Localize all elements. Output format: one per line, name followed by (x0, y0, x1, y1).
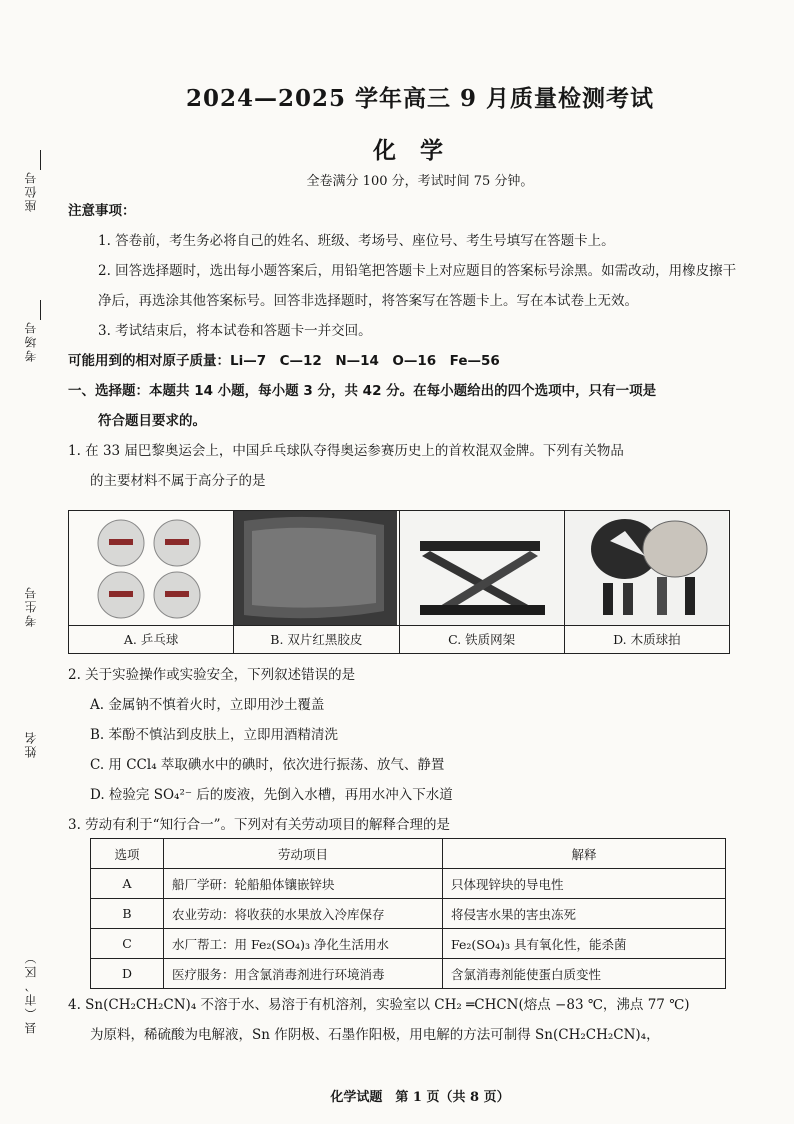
q1-option-b-label: B. 双片红黑胶皮 (270, 632, 363, 647)
room-field (22, 300, 52, 380)
notice-section (68, 196, 738, 496)
q2-option-d[interactable]: D. 检验完 SO₄²⁻ 后的废液，先倒入水槽，再用水冲入下水道 (90, 787, 453, 803)
q1-options-table (68, 510, 730, 654)
q1-option-c-label: C. 铁质网架 (448, 632, 516, 647)
q3-table-header (91, 839, 726, 869)
name-field (22, 720, 52, 780)
q3-header-explanation: 解释 (443, 839, 726, 869)
table-row[interactable] (91, 929, 726, 959)
notice-item-2: 2. 回答选择题时，选出每小题答案后，用铅笔把答题卡上对应题目的答案标号涂黑。如需改动，用橡皮擦干净后，再选涂其他答案标号。回答非选择题时，将答案写在答题卡上。写在本试卷上无效。 (98, 263, 737, 309)
q2-section (68, 660, 738, 840)
binding-margin (0, 0, 58, 1124)
q3-header-project: 劳动项目 (164, 839, 443, 869)
q3-row-c-project: 水厂帮工：用 Fe₂(SO₄)₃ 净化生活用水 (164, 929, 443, 959)
q3-row-c-option: C (91, 929, 164, 959)
q1-stem-cont: 的主要材料不属于高分子的是 (90, 473, 266, 489)
seat-line (40, 150, 41, 170)
room-label: 考场号 (24, 320, 38, 362)
county-field (22, 950, 52, 1050)
q4-line-1: 4. Sn(CH₂CH₂CN)₄ 不溶于水、易溶于有机溶剂，实验室以 CH₂ ═CHCN(熔点 −83 ℃，沸点 77 ℃) (68, 997, 690, 1013)
section1-heading-cont: 符合题目要求的。 (98, 413, 206, 429)
wooden-paddle-image (565, 511, 729, 626)
q3-row-a-project: 船厂学研：轮船船体镶嵌锌块 (164, 869, 443, 899)
exam-title: 2024—2025 学年高三 9 月质量检测考试 (185, 85, 655, 112)
q3-row-b-explanation: 将侵害水果的害虫冻死 (443, 899, 726, 929)
q3-row-d-option: D (91, 959, 164, 989)
q1-option-d[interactable] (565, 511, 729, 653)
iron-net-frame-image (400, 511, 564, 626)
q1-option-a-label: A. 乒乓球 (123, 632, 179, 647)
seat-field (22, 150, 52, 230)
q2-stem: 2. 关于实验操作或实验安全，下列叙述错误的是 (68, 667, 356, 683)
notice-item-1: 1. 答卷前，考生务必将自己的姓名、班级、考场号、座位号、考生号填写在答题卡上。 (98, 233, 615, 249)
seat-label: 座位号 (24, 170, 38, 212)
q3-row-a-explanation: 只体现锌块的导电性 (443, 869, 726, 899)
atomic-mass-line: 可能用到的相对原子质量：Li—7 C—12 N—14 O—16 Fe—56 (68, 353, 500, 369)
q3-table (90, 838, 726, 989)
table-row[interactable] (91, 869, 726, 899)
q3-row-b-project: 农业劳动：将收获的水果放入冷库保存 (164, 899, 443, 929)
q3-row-b-option: B (91, 899, 164, 929)
student-id-label: 考生号 (24, 585, 38, 627)
q3-row-a-option: A (91, 869, 164, 899)
table-row[interactable] (91, 899, 726, 929)
name-label: 姓名 (24, 730, 38, 758)
q3-row-c-explanation: Fe₂(SO₄)₃ 具有氧化性，能杀菌 (443, 929, 726, 959)
q3-stem: 3. 劳动有利于“知行合一”。下列对有关劳动项目的解释合理的是 (68, 817, 450, 833)
subject-title: 化学 (373, 137, 467, 164)
notice-item-3: 3. 考试结束后，将本试卷和答题卡一并交回。 (98, 323, 372, 339)
room-line (40, 300, 41, 320)
q2-option-c[interactable]: C. 用 CCl₄ 萃取碘水中的碘时，依次进行振荡、放气、静置 (90, 757, 445, 773)
q3-header-option: 选项 (91, 839, 164, 869)
rubber-sheet-image (234, 511, 398, 626)
q1-option-d-label: D. 木质球拍 (613, 632, 681, 647)
q1-option-b[interactable] (234, 511, 399, 653)
table-row[interactable] (91, 959, 726, 989)
q2-option-b[interactable]: B. 苯酚不慎沾到皮肤上，立即用酒精清洗 (90, 727, 339, 743)
section1-heading: 一、选择题：本题共 14 小题，每小题 3 分，共 42 分。在每小题给出的四个选项中，只有一项是 (68, 383, 657, 399)
q3-row-d-explanation: 含氯消毒剂能使蛋白质变性 (443, 959, 726, 989)
q1-option-c[interactable] (400, 511, 565, 653)
q3-row-d-project: 医疗服务：用含氯消毒剂进行环境消毒 (164, 959, 443, 989)
q4-section (68, 990, 738, 1050)
q1-stem: 1. 在 33 届巴黎奥运会上，中国乒乓球队夺得奥运参赛历史上的首枚混双金牌。下列有关物品 (68, 443, 624, 459)
q4-line-2: 为原料，稀硫酸为电解液，Sn 作阴极、石墨作阳极，用电解的方法可制得 Sn(CH₂CH₂CN)₄， (90, 1027, 660, 1043)
student-id-field (22, 565, 52, 645)
exam-info: 全卷满分 100 分，考试时间 75 分钟。 (306, 174, 534, 189)
page-footer: 化学试题 第 1 页（共 8 页） (330, 1090, 510, 1105)
county-label: 县（市、区） (24, 950, 38, 1034)
ping-pong-balls-image (69, 511, 233, 626)
notice-heading: 注意事项： (68, 203, 136, 219)
q1-option-a[interactable] (69, 511, 234, 653)
q2-option-a[interactable]: A. 金属钠不慎着火时，立即用沙土覆盖 (90, 697, 325, 713)
